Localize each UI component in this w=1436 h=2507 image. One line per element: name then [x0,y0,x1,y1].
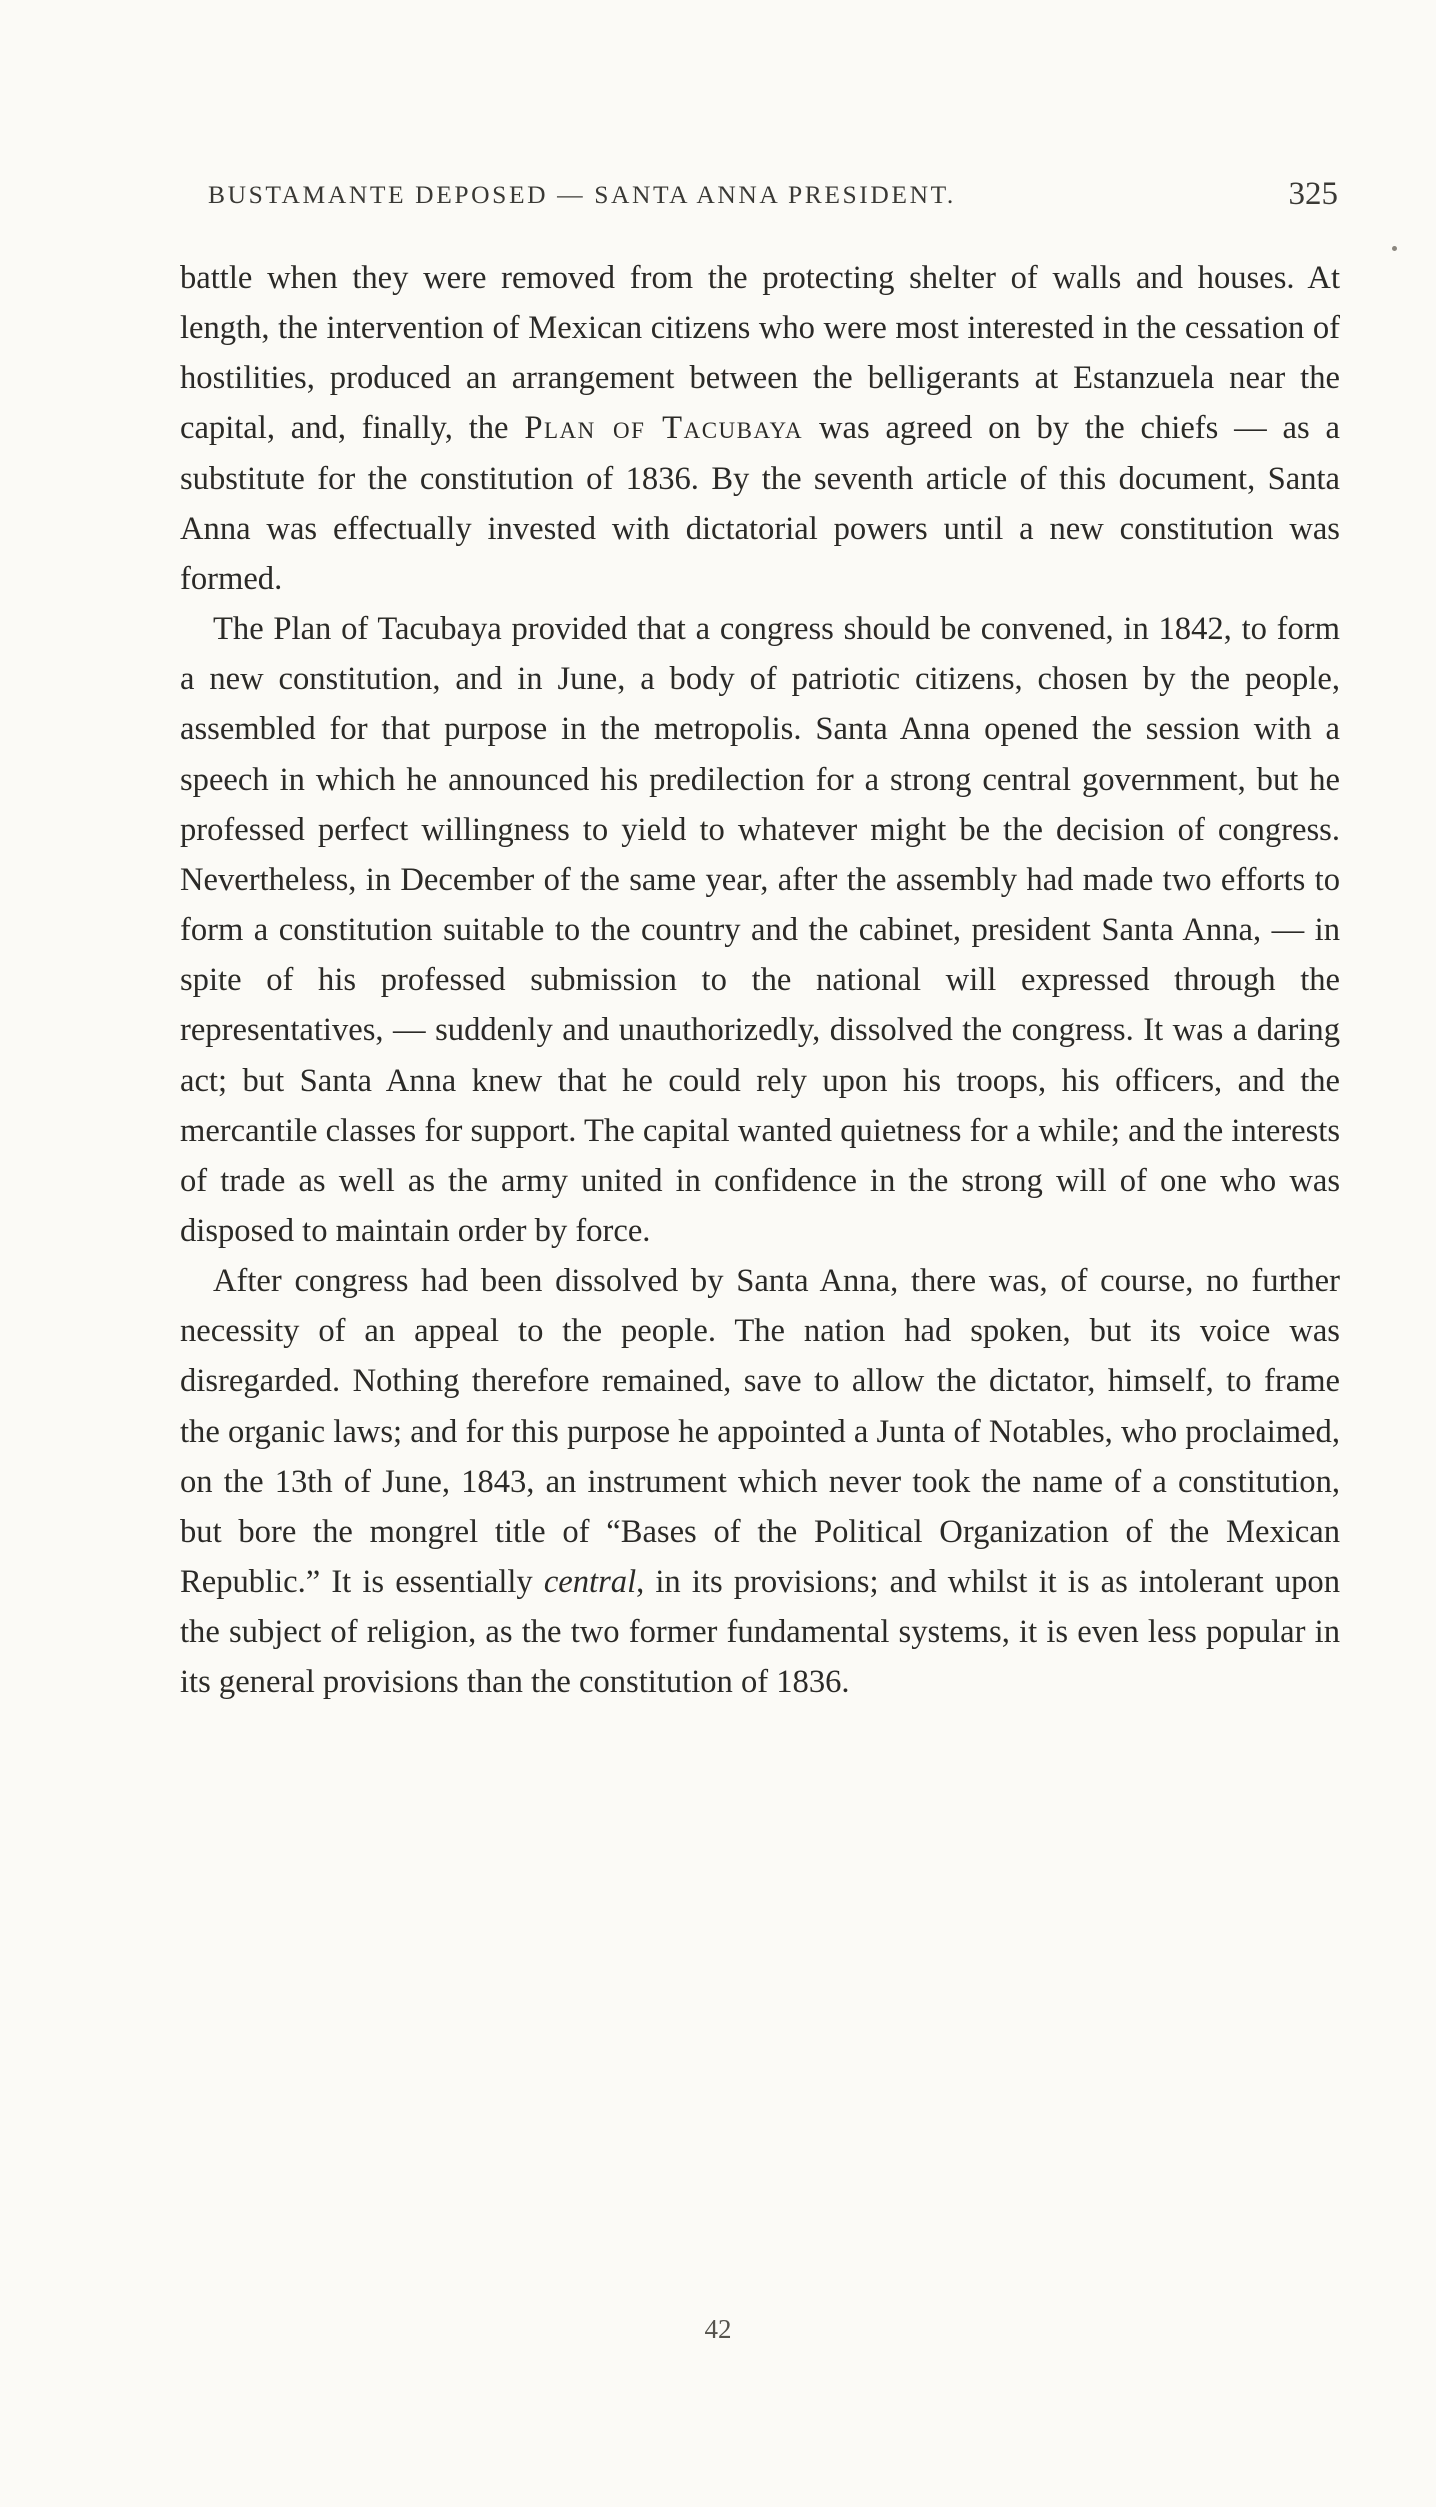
plan-of-tacubaya-title: Plan of Tacubaya [524,410,804,447]
paragraph-3-text-start: After congress had been dissolved by Santa Anna, there was, of course, no further necessity of an appeal to the people. The nation had spoken, but its voice was disregarded. Nothing therefore remained, save to allow the dictator, himself, to frame the organic laws; and for this purpose he appointed a Junta of Notables, who proclaimed, on the 13th of June, 1843, an instrument which never took the name of a constitution, but bore the mongrel title of “Bases of the Political Organization of the Mexican Republic.” It is essentially [180,1263,1340,1601]
paragraph-3-text-end: , in its provisions; and whilst it is as intolerant upon the subject of religion, as the two former fundamental systems, it is even less popular in its general provisions than the constitution of 1836. [180,1564,1341,1701]
page-number: 325 [1288,176,1338,212]
paragraph-1-text-end: was agreed on by the chiefs — as a substitute for the constitution of 1836. By the seventh article of this document, Santa Anna was effectually invested with dictatorial powers until a new constitution was formed. [180,410,1340,597]
paragraph-2: The Plan of Tacubaya provided that a congress should be convened, in 1842, to form a new constitution, and in June, a body of patriotic citizens, chosen by the people, assembled for that purpose in the metropolis. Santa Anna opened the session with a speech in which he announced his predilection for a strong central government, but he professed perfect willingness to yield to whatever might be the decision of congress. Nevertheless, in December of the same year, after the assembly had made two efforts to form a constitution suitable to the country and the cabinet, president Santa Anna, — in spite of his professed submission to the national will expressed through the representatives, — suddenly and unauthorizedly, dissolved the congress. It was a daring act; but Santa Anna knew that he could rely upon his troops, his officers, and the mercantile classes for support. The capital wanted quietness for a while; and the interests of trade as well as the army united in confidence in the strong will of one who was disposed to maintain order by force. [180,611,1340,1249]
central-emphasis: central [543,1564,637,1601]
running-head [208,176,1338,220]
paragraph-1 [180,253,1340,604]
paragraph-3 [180,1256,1340,1707]
paragraph-1-text-start: battle when they were removed from the protecting shelter of walls and houses. At length, the intervention of Mexican citizens who were most interested in the cessation of hostilities, produced an arrangement between the belligerants at Estanzuela near the capital, and, finally, the [180,260,1340,447]
ink-speck [1392,246,1397,251]
body-text [180,253,1340,1708]
running-title: BUSTAMANTE DEPOSED — SANTA ANNA PRESIDENT. [208,180,956,209]
signature-mark: 42 [704,2314,732,2344]
